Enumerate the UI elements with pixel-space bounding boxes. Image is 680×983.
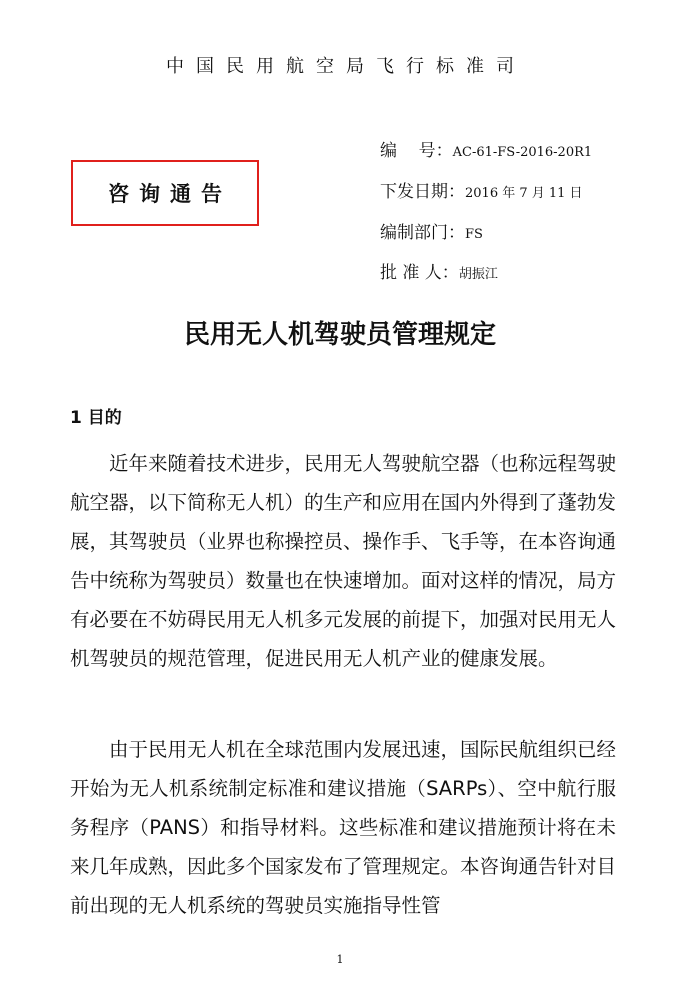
document-title: 民用无人机驾驶员管理规定 <box>183 320 496 350</box>
approver-value: 胡振江 <box>458 267 498 282</box>
document-number-value: AC-61-FS-2016-20R1 <box>452 145 593 160</box>
approver-label: 批 准 人： <box>380 263 459 283</box>
body-paragraph-2: 由于民用无人机在全球范围内发展迅速，国际民航组织已经开始为无人机系统制定标准和建议措施（SARPs）、空中航行服务程序（PANS）和指导材料。这些标准和建议措施预计将在未来几年成熟，因此多个国家发布了管理规定。本咨询通告针对目前出现的无人机系统的驾驶员实施指导性管 <box>70 738 617 917</box>
meta-department <box>380 219 483 247</box>
issue-date-value: 2016 年 7 月 11 日 <box>465 186 583 201</box>
page-number: 1 <box>336 953 344 966</box>
issue-date-label: 下发日期： <box>380 182 465 202</box>
department-label: 编制部门： <box>380 223 465 243</box>
section-heading-purpose: 1 目的 <box>70 408 122 428</box>
issuing-organization: 中国民用航空局飞行标准司 <box>166 56 526 77</box>
advisory-circular-label-box <box>71 160 259 226</box>
body-paragraph-1: 近年来随着技术进步，民用无人驾驶航空器（也称远程驾驶航空器，以下简称无人机）的生产和应用在国内外得到了蓬勃发展，其驾驶员（业界也称操控员、操作手、飞手等，在本咨询通告中统称为驾驶员）数量也在快速增加。面对这样的情况，局方有必要在不妨碍民用无人机多元发展的前提下，加强对民用无人机驾驶员的规范管理，促进民用无人机产业的健康发展。 <box>70 452 617 670</box>
department-value: FS <box>465 227 483 242</box>
meta-document-number <box>380 137 592 165</box>
advisory-circular-label: 咨询通告 <box>108 182 232 206</box>
document-number-label: 编 号： <box>380 141 453 161</box>
meta-approver <box>380 259 498 287</box>
meta-issue-date <box>380 178 583 206</box>
